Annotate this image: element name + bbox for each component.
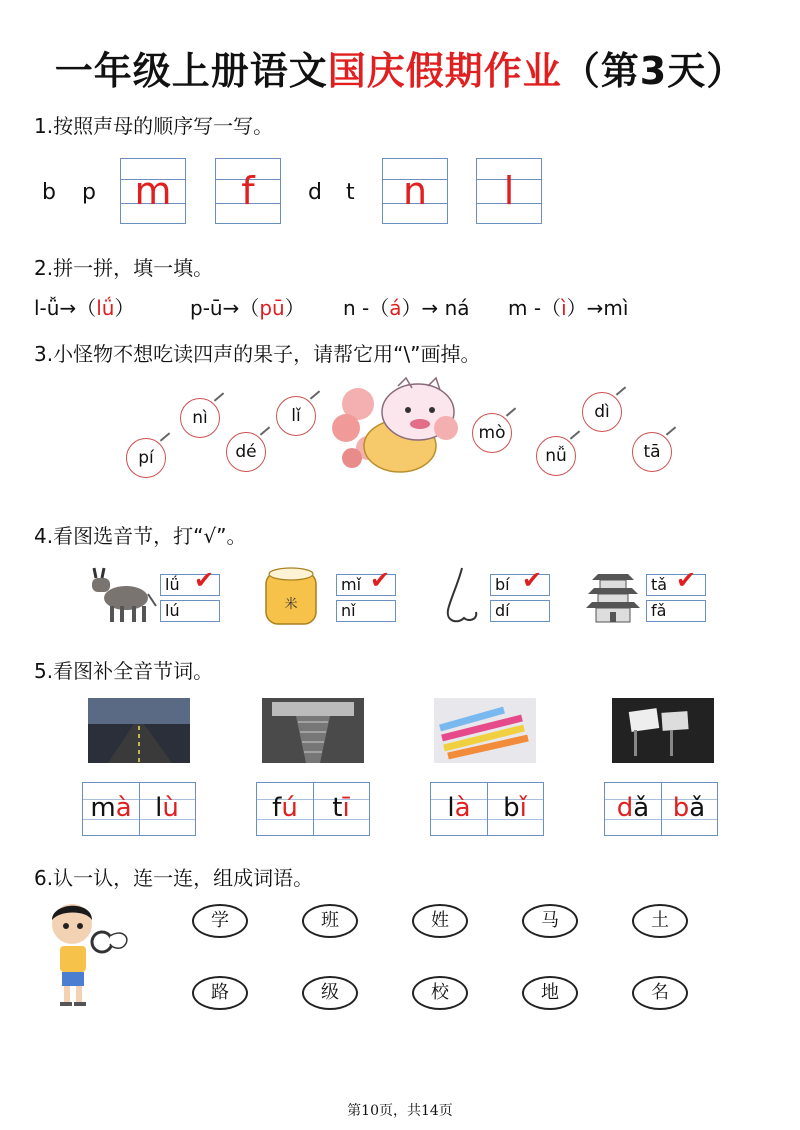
q1-answer-3: n (402, 169, 428, 213)
q5-word-1[interactable]: mà lù (82, 782, 196, 836)
q2-heading: 2.拼一拼，填一填。 (34, 256, 214, 280)
pagoda-icon (584, 566, 642, 628)
fruit-de[interactable]: dé (226, 432, 266, 472)
q3-heading: 3.小怪物不想吃读四声的果子，请帮它用“\”画掉。 (34, 342, 481, 366)
nose-icon (442, 566, 486, 628)
road-photo (88, 698, 190, 763)
q1-answer-4: l (503, 169, 515, 213)
check-icon: ✔ (522, 566, 543, 594)
q4-opt-2b[interactable]: nǐ (336, 600, 396, 622)
char-xing[interactable]: 姓 (412, 904, 468, 938)
fruit-ni[interactable]: nì (180, 398, 220, 438)
q4-opt-1b[interactable]: lú (160, 600, 220, 622)
q4-opt-4a[interactable]: tǎ (646, 574, 706, 596)
q4-opt-3a[interactable]: bí (490, 574, 550, 596)
fruit-ta[interactable]: tā (632, 432, 672, 472)
q1-given-p: p (82, 180, 96, 205)
q1-box-4[interactable] (476, 158, 542, 224)
q5-word-2[interactable]: fú tī (256, 782, 370, 836)
q5-heading: 5.看图补全音节词。 (34, 659, 214, 683)
check-icon: ✔ (370, 566, 391, 594)
q1-heading: 1.按照声母的顺序写一写。 (34, 114, 274, 138)
fruit-li[interactable]: lǐ (276, 396, 316, 436)
boy-icon (40, 898, 136, 1008)
q1-answer-2: f (241, 169, 255, 213)
char-ma[interactable]: 马 (522, 904, 578, 938)
char-xiao[interactable]: 校 (412, 976, 468, 1010)
q4-heading: 4.看图选音节，打“√”。 (34, 524, 247, 548)
q1-box-2[interactable] (215, 158, 281, 224)
check-icon: ✔ (194, 566, 215, 594)
char-di[interactable]: 地 (522, 976, 578, 1010)
char-ban[interactable]: 班 (302, 904, 358, 938)
q1-box-3[interactable] (382, 158, 448, 224)
title-part3: （第3天） (561, 49, 746, 93)
jar-label: 米 (284, 597, 298, 612)
fruit-nv[interactable]: nǚ (536, 436, 576, 476)
billboard-photo (612, 698, 714, 763)
q4-opt-2a[interactable]: mǐ (336, 574, 396, 596)
q5-word-3[interactable]: là bǐ (430, 782, 544, 836)
crayons-photo (434, 698, 536, 763)
char-ji[interactable]: 级 (302, 976, 358, 1010)
monster-icon (328, 376, 464, 484)
q6-heading: 6.认一认，连一连，组成词语。 (34, 866, 314, 890)
title-part1: 一年级上册语文 (54, 49, 328, 93)
q1-given-b: b (42, 180, 56, 205)
q1-box-1[interactable] (120, 158, 186, 224)
q2-item-3: n -（á）→ ná (343, 296, 470, 320)
donkey-icon (88, 566, 158, 624)
q4-opt-1a[interactable]: lǘ (160, 574, 220, 596)
q2-item-4: m -（ì）→mì (508, 296, 629, 320)
q4-opt-3b[interactable]: dí (490, 600, 550, 622)
page-footer: 第10页，共14页 (347, 1103, 453, 1119)
q2-item-2: p-ū→（pū） (190, 296, 305, 320)
page-title (0, 40, 800, 95)
fruit-mo[interactable]: mò (472, 413, 512, 453)
q2-item-1: l-ǚ→（lǘ） (34, 296, 135, 320)
fruit-di[interactable]: dì (582, 392, 622, 432)
q1-given-t: t (346, 180, 355, 205)
fruit-pi[interactable]: pí (126, 438, 166, 478)
escalator-photo (262, 698, 364, 763)
title-part2: 国庆假期作业 (327, 49, 562, 93)
check-icon: ✔ (676, 566, 697, 594)
char-xue[interactable]: 学 (192, 904, 248, 938)
char-tu[interactable]: 土 (632, 904, 688, 938)
q4-opt-4b[interactable]: fǎ (646, 600, 706, 622)
q1-given-d: d (308, 180, 322, 205)
char-ming[interactable]: 名 (632, 976, 688, 1010)
q5-word-4[interactable]: dǎ bǎ (604, 782, 718, 836)
rice-jar-icon (262, 566, 320, 628)
char-lu[interactable]: 路 (192, 976, 248, 1010)
q1-answer-1: m (134, 169, 172, 213)
